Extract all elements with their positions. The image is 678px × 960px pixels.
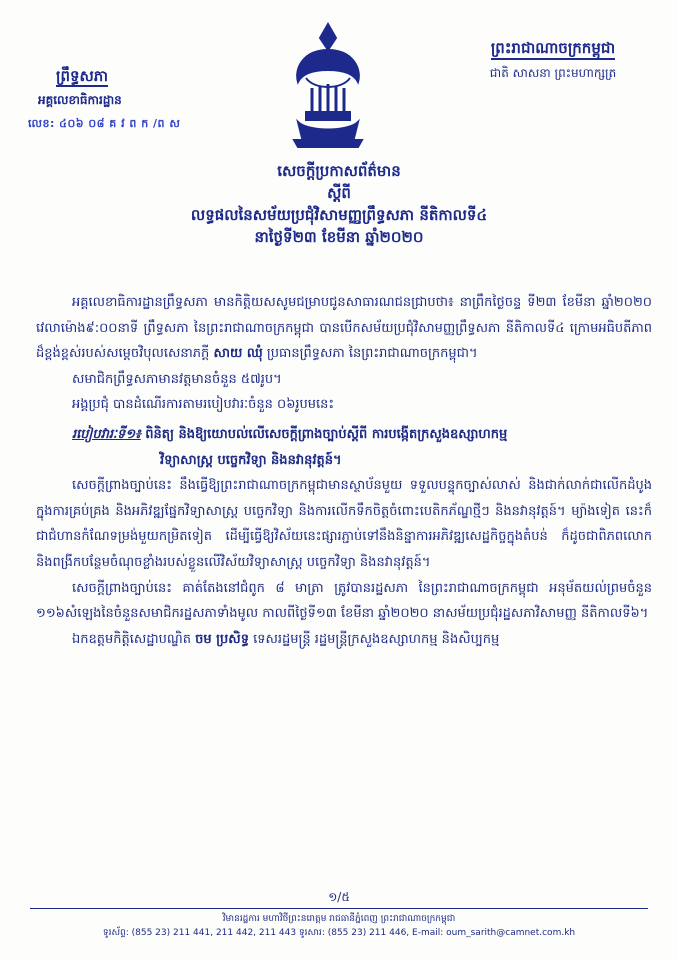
title-date: នាថ្ងៃទី២៣ ខែមីនា ឆ្នាំ២០២០ [254,228,424,246]
intro-text-end: ប្រធានព្រឹទ្ធសភា នៃព្រះរាជាណាចក្រកម្ពុជា។ [262,346,478,362]
agenda-text: ពិនិត្យ និងឱ្យយោបល់លើសេចក្ដីព្រាងច្បាប់ស្ដីពី ការបង្កើតក្រសួងឧស្សាហកម្ម [140,426,508,442]
reference-number: លេខ: ៤០៦ ០៨ គ វ ព ក /ព ស [28,117,181,130]
paragraph-attendance: សមាជិកព្រឹទ្ធសភាមានវត្តមានចំនួន ៥៧រូប។ [72,371,282,387]
senate-name: ព្រឹទ្ធសភា [56,67,109,85]
agenda-text-continued: វិទ្យាសាស្ត្រ បច្ចេកវិទ្យា និងនវានុវត្តន៍។ [160,452,342,468]
minister-role: ទេសរដ្ឋមន្ត្រី រដ្ឋមន្ត្រីក្រសួងឧស្សាហកម្ម និងសិប្បកម្ម [248,631,500,647]
footer-divider [30,908,648,909]
paragraph-intro [36,290,652,367]
page-number: ១/៥ [328,890,350,904]
intro-text: អគ្គលេខាធិការដ្ឋានព្រឹទ្ធសភា មានកិត្តិយសសូមជម្រាបជូនសាធារណជនជ្រាបថា៖ នាព្រឹកថ្ងៃចន្ទ ទី២៣ ខែមីនា ឆ្នាំ២០២០ វេលាម៉ោង៩:០០នាទី ព្រឹទ្ធសភា នៃព្រះរាជាណាចក្រកម្ពុជា បានបើកសម័យប្រជុំវិសាមញ្ញព្រឹទ្ធសភា នីតិកាលទី៤ ក្រោមអធិបតីភាពដ៏ខ្ពង់ខ្ពស់របស់សម្ដេចវិបុលសេនាភក្ដី [36,295,652,362]
senate-president-name: សាយ ឈុំ [213,346,263,362]
general-secretariat: អគ្គលេខាធិការដ្ឋាន [38,93,122,107]
minister-title: ឯកឧត្តមកិត្តិសេដ្ឋាបណ្ឌិត [72,631,196,647]
senate-header [28,66,228,134]
footer-address: វិមានរដ្ឋការ មហាវិថីព្រះនរោត្តម រាជធានីភ្នំពេញ ព្រះរាជាណាចក្រកម្ពុជា [222,914,456,924]
document-body [36,290,652,652]
kingdom-header [458,38,648,84]
paragraph-draft-law: សេចក្ដីព្រាងច្បាប់នេះ នឹងធ្វើឱ្យព្រះរាជាណាចក្រកម្ពុជាមានស្ថាប័នមួយ ទទួលបន្ទុកច្បាស់លាស់ និងជាក់លាក់ជាលើកដំបូង ក្នុងការគ្រប់គ្រង និងអភិវឌ្ឍផ្នែកវិទ្យាសាស្ត្រ បច្ចេកវិទ្យា និងការលើកទឹកចិត្តចំពោះបេតិកភ័ណ្ឌថ្មីៗ និងនវានុវត្តន៍។ ម្យ៉ាងទៀត នេះក៏ជាជំហានកំណែទម្រង់មួយកម្រិតទៀត ដើម្បីធ្វើឱ្យវិស័យនេះផ្សារភ្ជាប់ទៅនឹងនិន្នាការអភិវឌ្ឍសេដ្ឋកិច្ចក្នុងតំបន់ ក៏ដូចជាពិភពលោក និងពង្រីកបន្ថែមចំណុចខ្លាំងរបស់ខ្លួនលើវិស័យវិទ្យាសាស្ត្រ បច្ចេកវិទ្យា និងនវានុវត្តន៍។ [36,478,652,570]
paragraph-agenda-count: អង្គប្រជុំ បានដំណើរការតាមរបៀបវារៈចំនួន ០៦រូបមនេះ [72,397,335,413]
minister-name: ចម ប្រសិទ្ធ [195,631,249,647]
kingdom-name: ព្រះរាជាណាចក្រកម្ពុជា [491,39,615,60]
document-title-block [0,160,678,248]
title-subject: លទ្ធផលនៃសម័យប្រជុំវិសាមញ្ញព្រឹទ្ធសភា នីតិកាលទី៤ [190,206,488,224]
agenda-item-1 [36,422,652,448]
footer-contact: ទូរស័ព្ទ: (855 23) 211 441, 211 442, 211 443 ទូរសារ: (855 23) 211 446, E-mail: oum_sarith@camnet.com.kh [102,928,576,938]
paragraph-minister [36,627,652,653]
agenda-label: របៀបវារៈទី១៖ [72,426,141,442]
title-press-release: សេចក្ដីប្រកាសព័ត៌មាន [277,162,401,180]
senate-emblem-icon [284,20,372,150]
kingdom-motto: ជាតិ សាសនា ព្រះមហាក្សត្រ [489,66,617,80]
title-regarding: ស្ដីពី [327,184,351,202]
paragraph-assembly-vote: សេចក្ដីព្រាងច្បាប់នេះ គាត់តែងនៅជំពូក ៨ មាត្រា ត្រូវបានរដ្ឋសភា នៃព្រះរាជាណាចក្រកម្ពុជា អនុម័តយល់ព្រមចំនួន ១១៦សំឡេងនៃចំនួនសមាជិករដ្ឋសភាទាំងមូល កាលពីថ្ងៃទី១៣ ខែមីនា ឆ្នាំ២០២០ នាសម័យប្រជុំរដ្ឋសភាវិសាមញ្ញ នីតិកាលទី៦។ [36,580,652,622]
footer [30,912,648,940]
